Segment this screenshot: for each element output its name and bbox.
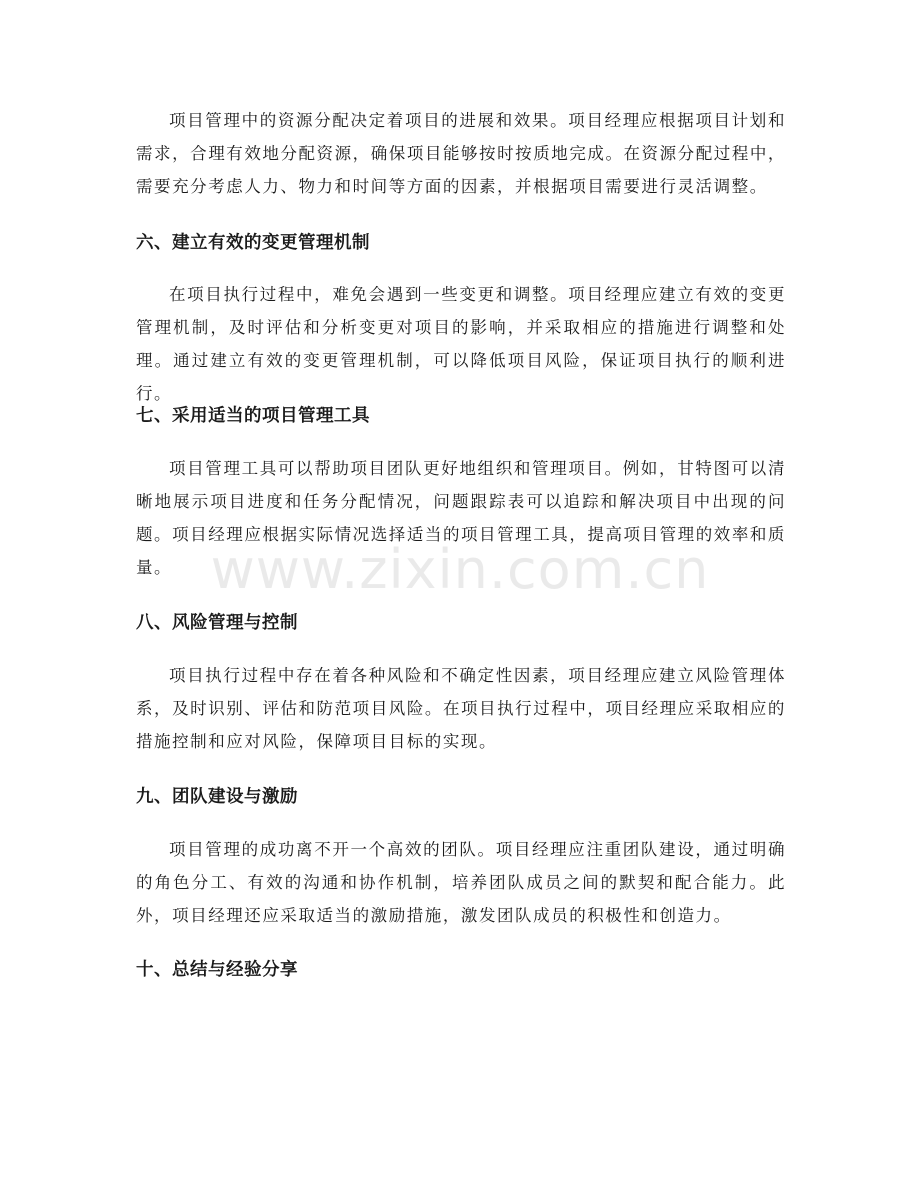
watermark: www.zixin.com.cn <box>210 538 710 601</box>
heading-pm-tools: 七、采用适当的项目管理工具 <box>136 406 370 426</box>
paragraph-team-building: 项目管理的成功离不开一个高效的团队。项目经理应注重团队建设，通过明确的角色分工、有效的沟通和协作机制，培养团队成员之间的默契和配合能力。此外，项目经理还应采取适当的激励措施，激发团队成员的积极性和创造力。 <box>136 840 786 925</box>
paragraph-change-management: 在项目执行过程中，难免会遇到一些变更和调整。项目经理应建立有效的变更管理机制，及时评估和分析变更对项目的影响，并采取相应的措施进行调整和处理。通过建立有效的变更管理机制，可以降低项目风险，保证项目执行的顺利进行。 <box>136 285 786 403</box>
heading-change-management: 六、建立有效的变更管理机制 <box>136 233 370 253</box>
paragraph-resource-allocation: 项目管理中的资源分配决定着项目的进展和效果。项目经理应根据项目计划和需求，合理有效地分配资源，确保项目能够按时按质地完成。在资源分配过程中，需要充分考虑人力、物力和时间等方面的因素，并根据项目需要进行灵活调整。 <box>136 111 786 196</box>
heading-risk-management: 八、风险管理与控制 <box>136 613 298 633</box>
heading-summary: 十、总结与经验分享 <box>136 960 298 980</box>
paragraph-pm-tools: 项目管理工具可以帮助项目团队更好地组织和管理项目。例如，甘特图可以清晰地展示项目进度和任务分配情况，问题跟踪表可以追踪和解决项目中出现的问题。项目经理应根据实际情况选择适当的项目管理工具，提高项目管理的效率和质量。 <box>136 459 786 577</box>
paragraph-risk-management: 项目执行过程中存在着各种风险和不确定性因素，项目经理应建立风险管理体系，及时识别、评估和防范项目风险。在项目执行过程中，项目经理应采取相应的措施控制和应对风险，保障项目目标的实现。 <box>136 666 786 751</box>
heading-team-building: 九、团队建设与激励 <box>136 787 298 807</box>
